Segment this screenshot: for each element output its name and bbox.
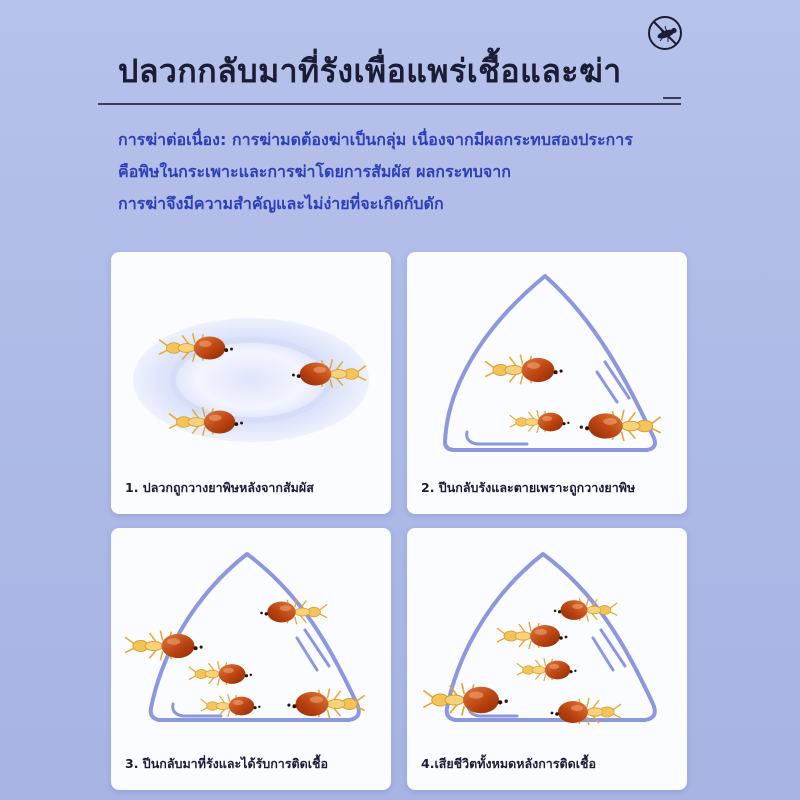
step-label: 1. ปลวกถูกวางยาพิษหลังจากสัมผัส	[125, 480, 314, 495]
step-label: 4.เสียชีวิตทั้งหมดหลังการติดเชื้อ	[421, 756, 597, 771]
intro-paragraph	[118, 124, 738, 220]
termites-in-nest-icon	[407, 252, 687, 514]
termites-infected-icon	[111, 528, 391, 790]
step-card-2	[407, 252, 687, 514]
intro-line: การฆ่าจึงมีความสำคัญและไม่ง่ายที่จะเกิดกับดัก	[118, 194, 444, 213]
step-card-1	[111, 252, 391, 514]
step-label: 2. ปีนกลับรังและตายเพราะถูกวางยาพิษ	[421, 480, 636, 495]
step-label: 3. ปีนกลับมาที่รังและได้รับการติดเชื้อ	[125, 756, 329, 771]
termites-dead-icon	[407, 528, 687, 790]
no-termite-icon	[645, 13, 685, 53]
step-card-3	[111, 528, 391, 790]
title-underline	[98, 103, 681, 105]
title-underline-accent	[663, 97, 681, 99]
step-card-4	[407, 528, 687, 790]
intro-line: การฆ่าต่อเนื่อง: การฆ่ามดต้องฆ่าเป็นกลุ่ม เนื่องจากมีผลกระทบสองประการ	[118, 130, 633, 149]
termites-on-bait-icon	[111, 252, 391, 514]
intro-line: คือพิษในกระเพาะและการฆ่าโดยการสัมผัส ผลกระทบจาก	[118, 162, 511, 181]
page-title: ปลวกกลับมาที่รังเพื่อแพร่เชื้อและฆ่า	[118, 52, 622, 90]
